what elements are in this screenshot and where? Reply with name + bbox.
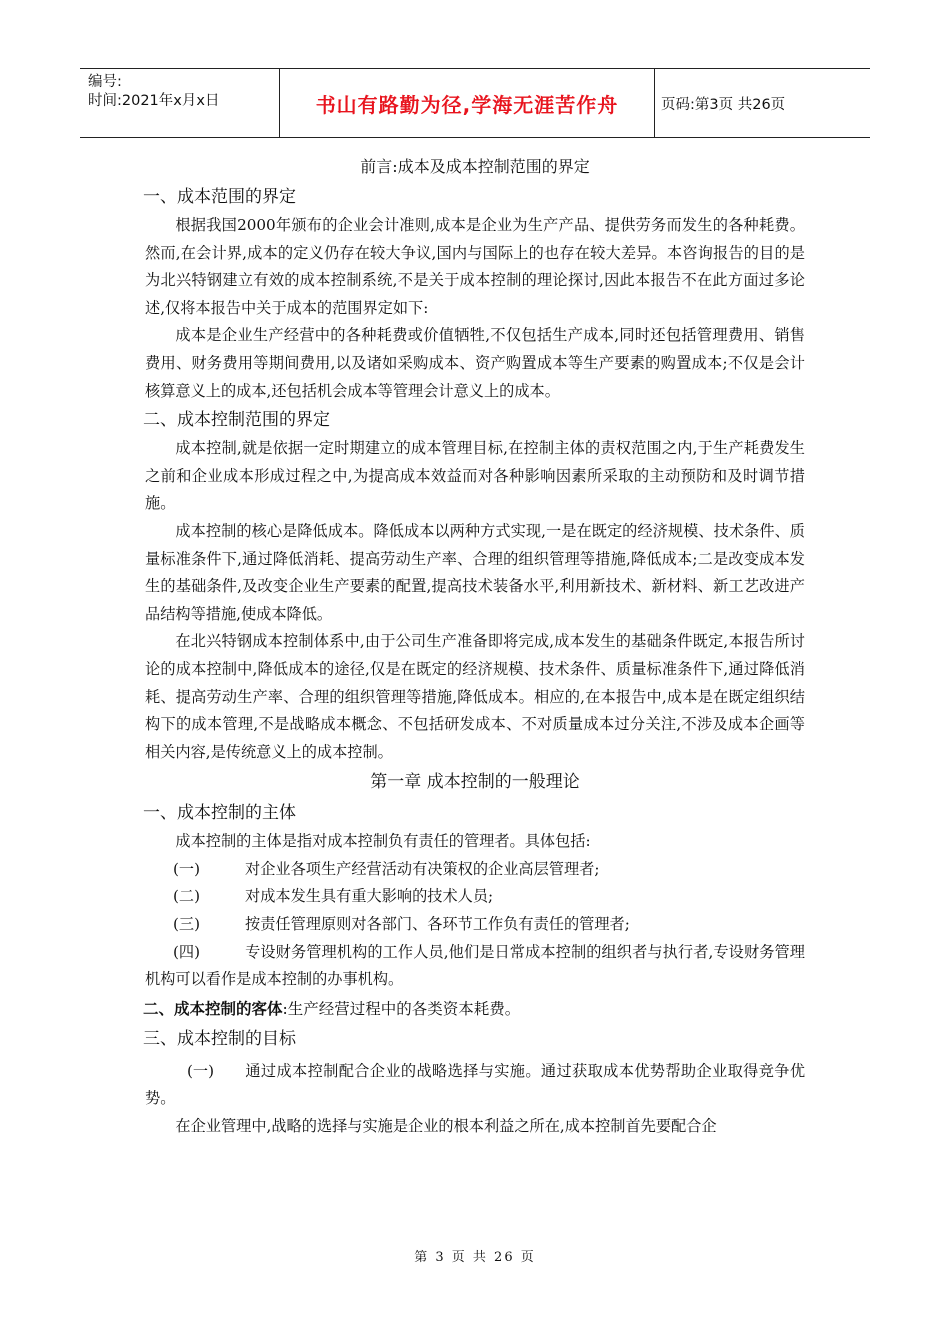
- document-body: [145, 152, 805, 1141]
- list-item-number: (四): [173, 942, 201, 961]
- paragraph: 成本控制,就是依据一定时期建立的成本管理目标,在控制主体的责权范围之内,于生产耗费发生之前和企业成本形成过程之中,为提高成本效益而对各种影响因素所采取的主动预防和及时调节措施。: [145, 439, 805, 513]
- motto-text: 书山有路勤为径,学海无涯苦作舟: [315, 92, 619, 117]
- header-motto-cell: [280, 69, 655, 137]
- chapter-1-heading-1: 一、成本控制的主体: [143, 803, 296, 824]
- doc-time-label: 时间:2021年x月x日: [88, 93, 220, 109]
- section-1-heading: 一、成本范围的界定: [143, 187, 296, 207]
- header-page-cell: [655, 69, 870, 137]
- list-item-number: (二): [173, 887, 201, 906]
- section-2-heading: 二、成本控制范围的界定: [143, 410, 330, 431]
- list-item: [145, 1058, 805, 1113]
- list-item-number: (三): [173, 915, 201, 934]
- list-item-text: 专设财务管理机构的工作人员,他们是日常成本控制的组织者与执行者,专设财务管理机构可以看作是成本控制的办事机构。: [145, 942, 805, 989]
- chapter-1-heading-3: 三、成本控制的目标: [143, 1028, 296, 1049]
- bold-heading-text: 二、成本控制的客体: [143, 999, 283, 1018]
- list-item-text: 对成本发生具有重大影响的技术人员;: [245, 887, 494, 906]
- paragraph: 在企业管理中,战略的选择与实施是企业的根本利益之所在,成本控制首先要配合企: [175, 1117, 717, 1136]
- paragraph: 成本是企业生产经营中的各种耗费或价值牺牲,不仅包括生产成本,同时还包括管理费用、销售费用、财务费用等期间费用,以及诸如采购成本、资产购置成本等生产要素的购置成本;不仅是会计核算意义上的成本,还包括机会成本等管理会计意义上的成本。: [145, 326, 805, 400]
- paragraph: 在北兴特钢成本控制体系中,由于公司生产准备即将完成,成本发生的基础条件既定,本报告所讨论的成本控制中,降低成本的途径,仅是在既定的经济规模、技术条件、质量标准条件下,通过降低消耗、提高劳动生产率、合理的组织管理等措施,降低成本。相应的,在本报告中,成本是在既定组织结构下的成本管理,不是战略成本概念、不包括研发成本、不对质量成本过分关注,不涉及成本企画等相关内容,是传统意义上的成本控制。: [145, 632, 805, 761]
- list-item: [145, 939, 805, 994]
- header-left-cell: [80, 69, 280, 137]
- list-item-text: 通过成本控制配合企业的战略选择与实施。通过获取成本优势帮助企业取得竞争优势。: [145, 1061, 805, 1108]
- list-item-text: 对企业各项生产经营活动有决策权的企业高层管理者;: [245, 859, 600, 878]
- list-item: [145, 856, 805, 884]
- list-item-number: (一): [187, 1061, 215, 1080]
- chapter-title: 第一章 成本控制的一般理论: [370, 772, 580, 793]
- chapter-1-heading-2: [143, 994, 805, 1024]
- heading-rest-text: :生产经营过程中的各类资本耗费。: [282, 999, 521, 1018]
- page-header: [80, 68, 870, 138]
- page-footer: 第 3 页 共 26 页: [414, 1250, 536, 1265]
- paragraph: 成本控制的核心是降低成本。降低成本以两种方式实现,一是在既定的经济规模、技术条件、质量标准条件下,通过降低消耗、提高劳动生产率、合理的组织管理等措施,降低成本;二是改变成本发生的基础条件,及改变企业生产要素的配置,提高技术装备水平,利用新技术、新材料、新工艺改进产品结构等措施,使成本降低。: [145, 521, 805, 623]
- list-item-text: 按责任管理原则对各部门、各环节工作负有责任的管理者;: [245, 915, 630, 934]
- paragraph: 根据我国2000年颁布的企业会计准则,成本是企业为生产产品、提供劳务而发生的各种耗费。然而,在会计界,成本的定义仍存在较大争议,国内与国际上的也存在较大差异。本咨询报告的目的是为北兴特钢建立有效的成本控制系统,不是关于成本控制的理论探讨,因此本报告不在此方面过多论述,仅将本报告中关于成本的范围界定如下:: [145, 216, 805, 317]
- list-item: [145, 911, 805, 939]
- preface-title: 前言:成本及成本控制范围的界定: [360, 157, 590, 176]
- list-item: [145, 883, 805, 911]
- page-code: 页码:第3页 共26页: [661, 96, 786, 113]
- list-item-number: (一): [173, 859, 201, 878]
- paragraph: 成本控制的主体是指对成本控制负有责任的管理者。具体包括:: [175, 832, 591, 851]
- doc-number-label: 编号:: [88, 74, 122, 90]
